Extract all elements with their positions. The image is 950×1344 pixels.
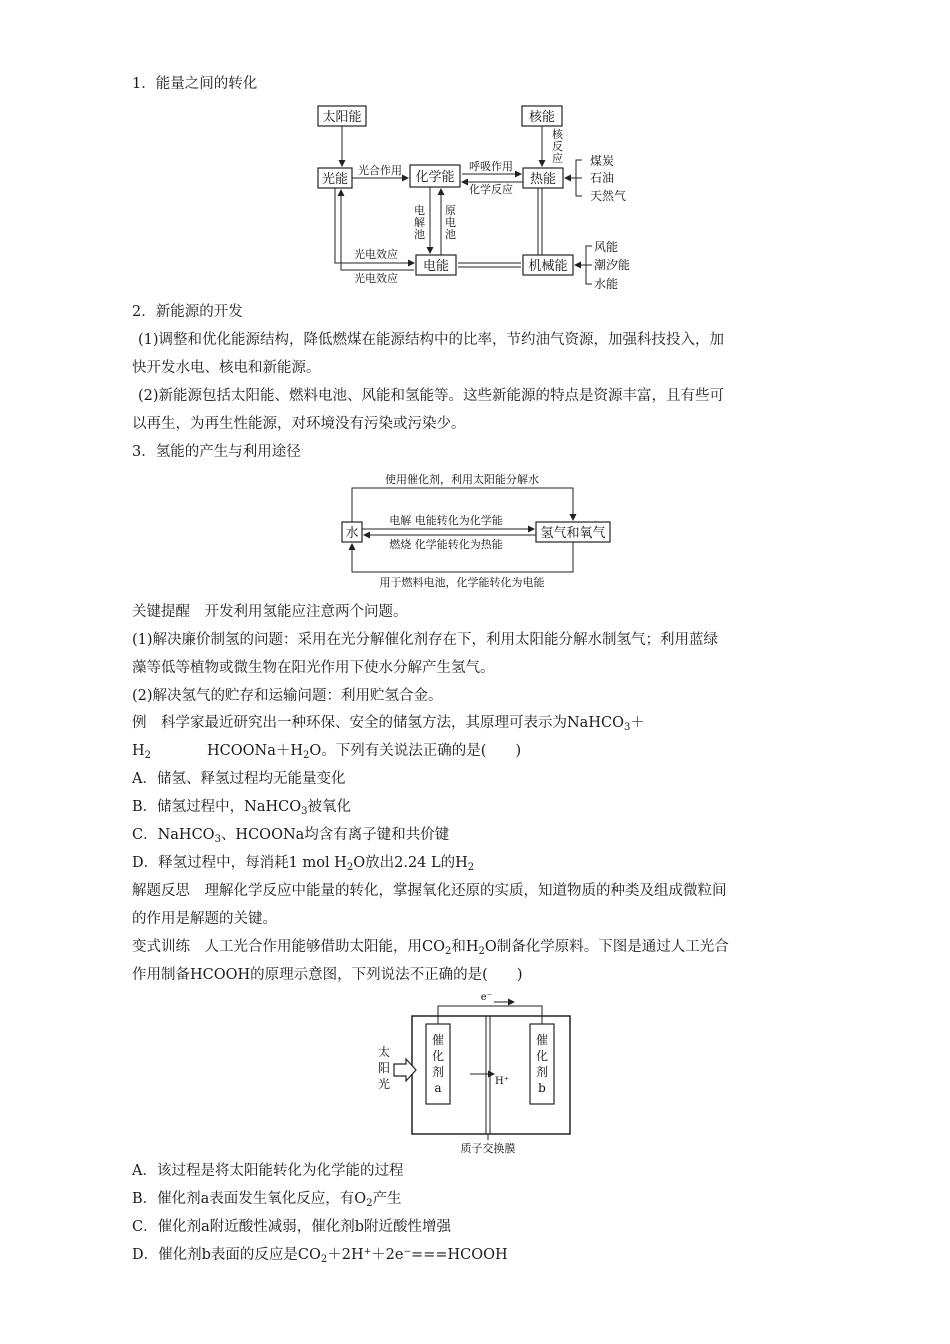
box-light: 光能 bbox=[321, 172, 349, 187]
section-2-title: 2．新能源的开发 bbox=[132, 304, 243, 320]
label-electrolysis-2: 解 bbox=[414, 216, 425, 229]
cat-a-2: 化 bbox=[431, 1049, 445, 1063]
cat-a-4: a bbox=[434, 1081, 442, 1095]
box-solar: 太阳能 bbox=[322, 110, 362, 125]
proton-label: H⁺ bbox=[495, 1076, 509, 1087]
box-electric: 电能 bbox=[422, 259, 450, 274]
label-gas: 天然气 bbox=[590, 189, 627, 203]
cat-b-3: 剂 bbox=[535, 1065, 549, 1079]
box-heat: 热能 bbox=[529, 172, 557, 187]
label-mid1: 电解 电能转化为化学能 bbox=[389, 514, 503, 527]
label-photoelectric-1: 光电效应 bbox=[354, 248, 398, 261]
label-oil: 石油 bbox=[590, 171, 615, 185]
label-nuclear-reaction-1: 核 bbox=[552, 128, 563, 141]
section-1-title: 1．能量之间的转化 bbox=[132, 76, 258, 92]
label-top: 使用催化剂，利用太阳能分解水 bbox=[385, 473, 539, 486]
cat-b-2: 化 bbox=[535, 1049, 549, 1063]
label-chem-reaction: 化学反应 bbox=[469, 183, 513, 196]
label-nuclear-reaction-3: 应 bbox=[552, 152, 563, 165]
artificial-photosynthesis-diagram bbox=[374, 990, 584, 1158]
label-respiration: 呼吸作用 bbox=[469, 160, 513, 173]
key-p2: (2)解决氢气的贮存和运输问题：利用贮氢合金。 bbox=[132, 688, 443, 704]
label-wind: 风能 bbox=[594, 240, 619, 254]
example-option-c[interactable]: C．NaHCO$_3$、HCOONa均含有离子键和共价键 bbox=[132, 827, 450, 845]
hydrogen-diagram bbox=[340, 468, 620, 592]
label-electrolysis-3: 池 bbox=[414, 228, 425, 241]
membrane-label: 质子交换膜 bbox=[460, 1142, 516, 1155]
section-2-p2-b: 以再生，为再生性能源，对环境没有污染或污染少。 bbox=[132, 416, 466, 432]
label-coal: 煤炭 bbox=[590, 154, 615, 168]
section-3-title: 3．氢能的产生与利用途径 bbox=[132, 444, 301, 460]
label-nuclear-reaction-2: 反 bbox=[552, 140, 563, 153]
variant-line-1: 变式训练 人工光合作用能够借助太阳能，用$CO_2$和$H_2O$制备化学原料。下图是通过人工光合 bbox=[132, 939, 729, 957]
example-line-2: $H_2$ $HCOONa+H_2O$。下列有关说法正确的是( ) bbox=[132, 743, 522, 761]
key-p1-b: 藻等低等植物或微生物在阳光作用下使水分解产生氢气。 bbox=[132, 660, 495, 676]
key-title: 关键提醒 开发利用氢能应注意两个问题。 bbox=[132, 604, 408, 620]
cat-a-1: 催 bbox=[431, 1033, 445, 1047]
label-primary-cell-2: 电 bbox=[445, 216, 456, 229]
label-tidal: 潮汐能 bbox=[594, 258, 631, 272]
key-p1-a: (1)解决廉价制氢的问题：采用在光分解催化剂存在下，利用太阳能分解水制氢气；利用蓝绿 bbox=[132, 632, 719, 648]
sun-3: 光 bbox=[377, 1077, 391, 1091]
label-primary-cell-1: 原 bbox=[445, 204, 456, 217]
example-option-b[interactable]: B．储氢过程中，NaHCO$_3$被氧化 bbox=[132, 799, 351, 817]
label-bottom: 用于燃料电池，化学能转化为电能 bbox=[379, 576, 545, 589]
box-h2-o2: 氢气和氧气 bbox=[540, 526, 606, 541]
cat-b-4: b bbox=[538, 1081, 546, 1095]
label-primary-cell-3: 池 bbox=[445, 228, 456, 241]
cat-b-1: 催 bbox=[535, 1033, 549, 1047]
section-2-p1-a: (1)调整和优化能源结构，降低燃煤在能源结构中的比率，节约油气资源，加强科技投入，加 bbox=[138, 332, 725, 348]
variant-option-a[interactable]: A．该过程是将太阳能转化为化学能的过程 bbox=[132, 1163, 404, 1179]
reflection-b: 的作用是解题的关键。 bbox=[132, 911, 277, 927]
box-water: 水 bbox=[345, 526, 359, 541]
variant-option-c[interactable]: C．催化剂a附近酸性减弱，催化剂b附近酸性增强 bbox=[132, 1219, 452, 1235]
variant-option-d[interactable]: D．催化剂b表面的反应是$CO_2+2H^++2e^-===HCOOH$ bbox=[132, 1247, 508, 1265]
variant-line-2: 作用制备HCOOH的原理示意图，下列说法不正确的是( ) bbox=[132, 967, 523, 983]
box-chemical: 化学能 bbox=[415, 170, 455, 185]
variant-option-b[interactable]: B．催化剂a表面发生氧化反应，有$O_2$产生 bbox=[132, 1191, 402, 1209]
section-2-p1-b: 快开发水电、核电和新能源。 bbox=[132, 360, 321, 376]
section-2-p2-a: (2)新能源包括太阳能、燃料电池、风能和氢能等。这些新能源的特点是资源丰富，且有些可 bbox=[138, 388, 725, 404]
cat-a-3: 剂 bbox=[431, 1065, 445, 1079]
example-line-1: 例 科学家最近研究出一种环保、安全的储氢方法，其原理可表示为NaHCO$_3$＋ bbox=[132, 715, 645, 733]
label-hydro: 水能 bbox=[594, 277, 619, 291]
example-line-1-text: 例 科学家最近研究出一种环保、安全的储氢方法，其原理可表示为NaHCO bbox=[132, 715, 624, 731]
sun-2: 阳 bbox=[377, 1061, 391, 1075]
reflection-a: 解题反思 理解化学反应中能量的转化，掌握氧化还原的实质，知道物质的种类及组成微粒间 bbox=[132, 883, 727, 899]
label-photosynthesis: 光合作用 bbox=[358, 164, 402, 177]
example-option-a[interactable]: A．储氢、释氢过程均无能量变化 bbox=[132, 771, 346, 787]
energy-conversion-diagram bbox=[310, 102, 640, 298]
box-mechanical: 机械能 bbox=[528, 259, 568, 274]
electron-label: e⁻ bbox=[480, 992, 492, 1003]
sun-1: 太 bbox=[377, 1045, 391, 1059]
box-nuclear: 核能 bbox=[528, 110, 556, 125]
label-photoelectric-2: 光电效应 bbox=[354, 272, 398, 285]
example-option-d[interactable]: D．释氢过程中，每消耗1 mol $H_2O$放出2.24 L的$H_2$ bbox=[132, 855, 475, 873]
label-electrolysis-1: 电 bbox=[414, 204, 425, 217]
label-mid2: 燃烧 化学能转化为热能 bbox=[389, 538, 503, 551]
